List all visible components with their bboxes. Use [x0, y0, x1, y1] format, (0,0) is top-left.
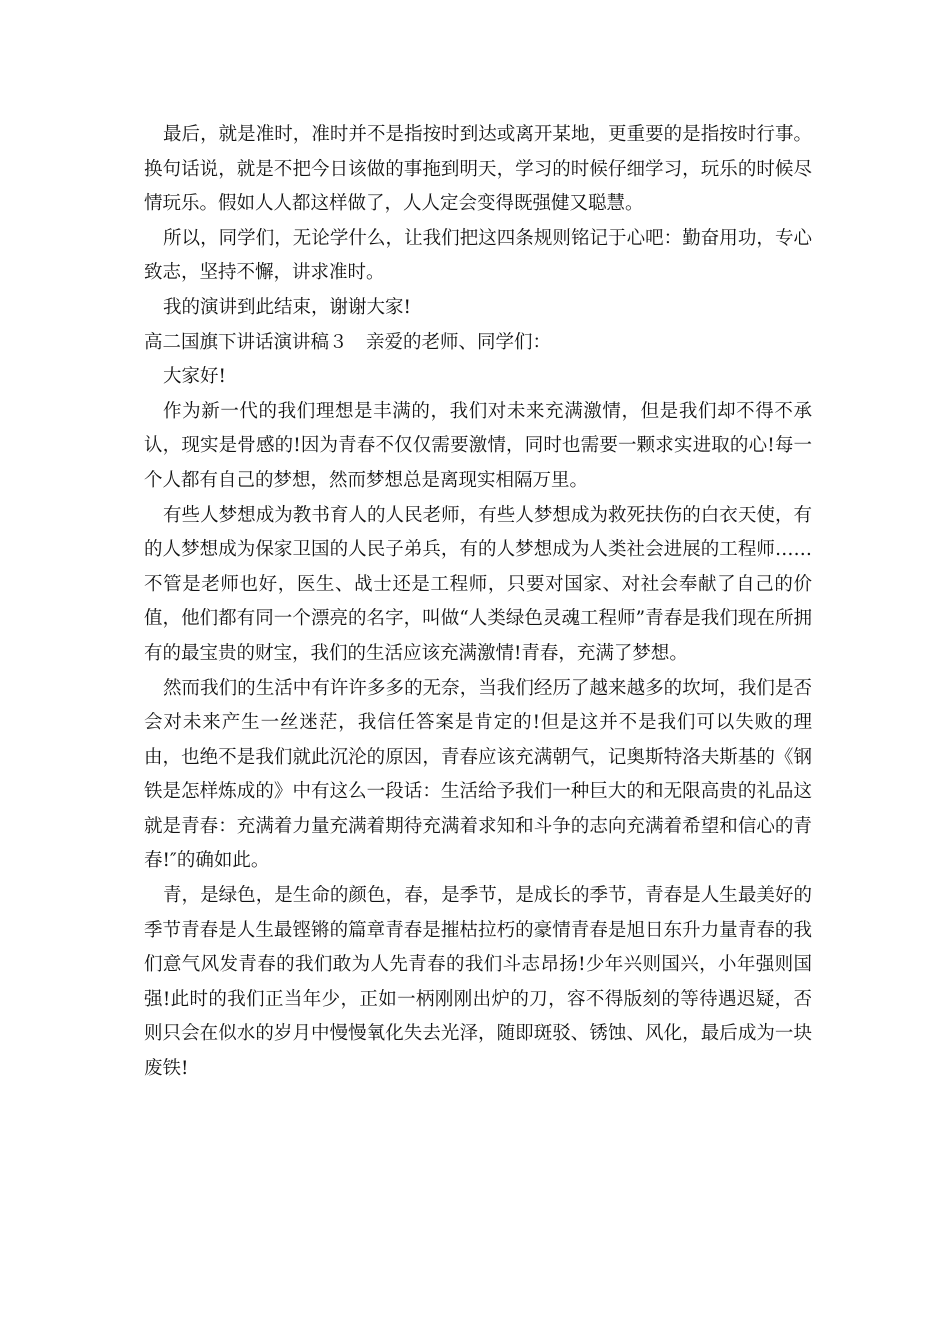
paragraph-youth: 青，是绿色，是生命的颜色，春，是季节，是成长的季节，青春是人生最美好的季节青春是人生最铿锵的篇章青春是摧枯拉朽的豪情青春是旭日东升力量青春的我们意气风发青春的我们敢为人先青春的我们斗志昂扬!少年兴则国兴，小年强则国强!此时的我们正当年少，正如一柄刚刚出炉的刀，容不得版刻的等待遇迟疑，否则只会在似水的岁月中慢慢氧化失去光泽，随即斑驳、锈蚀、风化，最后成为一块废铁!	[144, 885, 812, 1080]
paragraph-four-rules: 所以，同学们，无论学什么，让我们把这四条规则铭记于心吧：勤奋用功，专心致志，坚持不懈，讲求准时。	[144, 227, 812, 284]
paragraph-greeting: 大家好!	[163, 366, 226, 388]
paragraph-punctuality: 最后，就是准时，准时并不是指按时到达或离开某地，更重要的是指按时行事。换句话说，就是不把今日该做的事拖到明天，学习的时候仔细学习，玩乐的时候尽情玩乐。假如人人都这样做了，人人定会变得既强健又聪慧。	[144, 124, 812, 215]
paragraph-closing-thanks: 我的演讲到此结束，谢谢大家!	[163, 296, 411, 318]
paragraph-dreams: 有些人梦想成为教书育人的人民老师，有些人梦想成为救死扶伤的白衣天使，有的人梦想成为保家卫国的人民子弟兵，有的人梦想成为人类社会进展的工程师……不管是老师也好，医生、战士还是工程师，只要对国家、对社会奉献了自己的价值，他们都有同一个漂亮的名字，叫做“人类绿色灵魂工程师”青春是我们现在所拥有的最宝贵的财宝，我们的生活应该充满激情!青春，充满了梦想。	[144, 504, 812, 664]
section-heading: 高二国旗下讲话演讲稿３ 亲爱的老师、同学们：	[144, 331, 552, 353]
document-body	[144, 118, 812, 1087]
paragraph-ideals: 作为新一代的我们理想是丰满的，我们对未来充满激情，但是我们却不得不承认，现实是骨感的!因为青春不仅仅需要激情，同时也需要一颗求实进取的心!每一个人都有自己的梦想，然而梦想总是离现实相隔万里。	[144, 400, 812, 491]
paragraph-hardships: 然而我们的生活中有许许多多的无奈，当我们经历了越来越多的坎坷，我们是否会对未来产生一丝迷茫，我信任答案是肯定的!但是这并不是我们可以失败的理由，也绝不是我们就此沉沦的原因，青春应该充满朝气，记奥斯特洛夫斯基的《钢铁是怎样炼成的》中有这么一段话：生活给予我们一种巨大的和无限高贵的礼品这就是青春：充满着力量充满着期待充满着求知和斗争的志向充满着希望和信心的青春!″的确如此。	[144, 677, 812, 872]
